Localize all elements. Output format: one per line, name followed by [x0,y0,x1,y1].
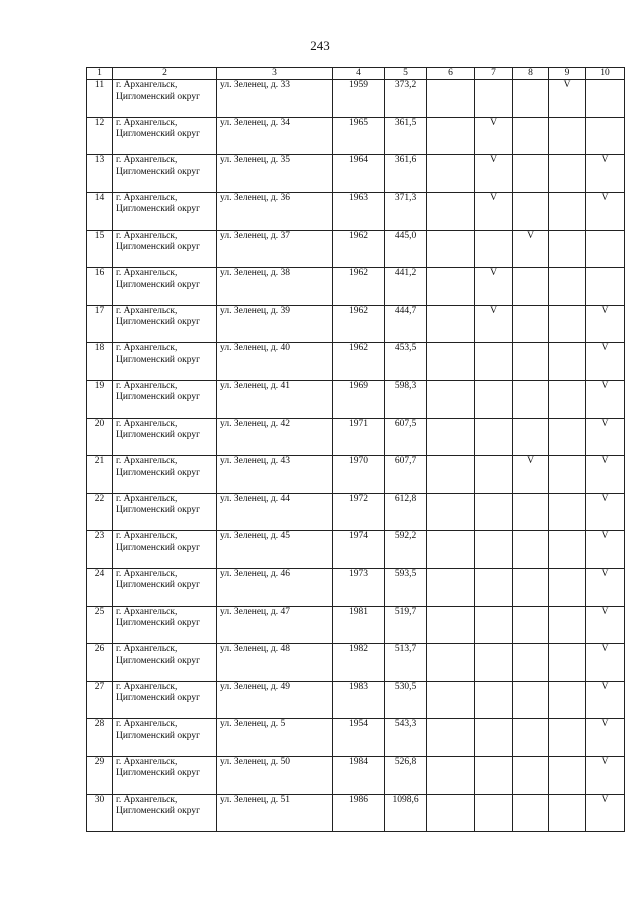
year-built-cell: 1962 [333,305,385,343]
column-6-cell [427,117,475,155]
column-9-cell [549,531,586,569]
column-9-cell [549,343,586,381]
column-7-cell [475,456,513,494]
table-row [87,80,625,118]
table-row [87,756,625,794]
table-row [87,305,625,343]
column-10-cell: V [586,193,625,231]
column-8-cell: V [513,456,549,494]
year-built-cell: 1954 [333,719,385,757]
column-10-cell: V [586,681,625,719]
table-row [87,155,625,193]
column-9-cell [549,606,586,644]
column-header: 8 [513,68,549,80]
column-9-cell [549,719,586,757]
column-8-cell [513,531,549,569]
locality-cell: г. Архангельск, Цигломенский округ [113,193,217,231]
year-built-cell: 1965 [333,117,385,155]
column-9-cell [549,117,586,155]
table-row [87,531,625,569]
address-cell: ул. Зеленец, д. 33 [217,80,333,118]
column-9-cell [549,418,586,456]
address-cell: ул. Зеленец, д. 45 [217,531,333,569]
address-cell: ул. Зеленец, д. 43 [217,456,333,494]
area-cell: 444,7 [385,305,427,343]
row-number-cell: 19 [87,381,113,419]
column-7-cell [475,681,513,719]
table-row [87,381,625,419]
table-row [87,569,625,607]
column-10-cell: V [586,305,625,343]
table-row [87,343,625,381]
table-row [87,644,625,682]
area-cell: 530,5 [385,681,427,719]
column-10-cell [586,230,625,268]
column-6-cell [427,794,475,832]
table-row [87,681,625,719]
address-cell: ул. Зеленец, д. 49 [217,681,333,719]
column-9-cell [549,493,586,531]
column-8-cell [513,756,549,794]
table-row [87,794,625,832]
column-6-cell [427,230,475,268]
table-row [87,456,625,494]
row-number-cell: 18 [87,343,113,381]
year-built-cell: 1974 [333,531,385,569]
year-built-cell: 1983 [333,681,385,719]
column-7-cell [475,794,513,832]
column-header: 5 [385,68,427,80]
locality-cell: г. Архангельск, Цигломенский округ [113,418,217,456]
column-7-cell [475,719,513,757]
address-cell: ул. Зеленец, д. 44 [217,493,333,531]
column-6-cell [427,606,475,644]
column-10-cell: V [586,418,625,456]
area-cell: 593,5 [385,569,427,607]
area-cell: 1098,6 [385,794,427,832]
area-cell: 592,2 [385,531,427,569]
locality-cell: г. Архангельск, Цигломенский округ [113,493,217,531]
locality-cell: г. Архангельск, Цигломенский округ [113,80,217,118]
column-9-cell [549,456,586,494]
column-10-cell: V [586,794,625,832]
row-number-cell: 12 [87,117,113,155]
column-9-cell [549,569,586,607]
column-7-cell [475,569,513,607]
address-cell: ул. Зеленец, д. 41 [217,381,333,419]
column-6-cell [427,268,475,306]
column-10-cell: V [586,155,625,193]
column-7-cell: V [475,117,513,155]
column-8-cell [513,268,549,306]
column-8-cell [513,155,549,193]
column-8-cell [513,80,549,118]
column-10-cell: V [586,531,625,569]
address-cell: ул. Зеленец, д. 42 [217,418,333,456]
locality-cell: г. Архангельск, Цигломенский округ [113,681,217,719]
table-body [87,80,625,832]
area-cell: 361,6 [385,155,427,193]
table-row [87,230,625,268]
year-built-cell: 1962 [333,343,385,381]
area-cell: 453,5 [385,343,427,381]
address-cell: ул. Зеленец, д. 46 [217,569,333,607]
column-8-cell [513,117,549,155]
locality-cell: г. Архангельск, Цигломенский округ [113,606,217,644]
locality-cell: г. Архангельск, Цигломенский округ [113,268,217,306]
locality-cell: г. Архангельск, Цигломенский округ [113,531,217,569]
area-cell: 607,7 [385,456,427,494]
column-7-cell [475,756,513,794]
locality-cell: г. Архангельск, Цигломенский округ [113,343,217,381]
address-cell: ул. Зеленец, д. 47 [217,606,333,644]
column-6-cell [427,305,475,343]
area-cell: 361,5 [385,117,427,155]
column-7-cell [475,531,513,569]
locality-cell: г. Архангельск, Цигломенский округ [113,117,217,155]
address-cell: ул. Зеленец, д. 38 [217,268,333,306]
column-9-cell [549,268,586,306]
column-6-cell [427,681,475,719]
column-header: 4 [333,68,385,80]
column-10-cell: V [586,569,625,607]
row-number-cell: 20 [87,418,113,456]
locality-cell: г. Архангельск, Цигломенский округ [113,155,217,193]
row-number-cell: 15 [87,230,113,268]
address-cell: ул. Зеленец, д. 48 [217,644,333,682]
column-header: 10 [586,68,625,80]
row-number-cell: 29 [87,756,113,794]
address-cell: ул. Зеленец, д. 37 [217,230,333,268]
column-8-cell [513,681,549,719]
column-8-cell [513,193,549,231]
column-10-cell [586,80,625,118]
column-10-cell [586,117,625,155]
row-number-cell: 16 [87,268,113,306]
locality-cell: г. Архангельск, Цигломенский округ [113,794,217,832]
locality-cell: г. Архангельск, Цигломенский округ [113,305,217,343]
column-6-cell [427,456,475,494]
area-cell: 441,2 [385,268,427,306]
column-9-cell [549,230,586,268]
area-cell: 543,3 [385,719,427,757]
column-header: 7 [475,68,513,80]
locality-cell: г. Архангельск, Цигломенский округ [113,644,217,682]
column-header: 3 [217,68,333,80]
row-number-cell: 21 [87,456,113,494]
address-cell: ул. Зеленец, д. 5 [217,719,333,757]
year-built-cell: 1962 [333,230,385,268]
column-7-cell: V [475,193,513,231]
row-number-cell: 25 [87,606,113,644]
table-row [87,193,625,231]
address-cell: ул. Зеленец, д. 35 [217,155,333,193]
locality-cell: г. Архангельск, Цигломенский округ [113,756,217,794]
area-cell: 612,8 [385,493,427,531]
column-6-cell [427,155,475,193]
row-number-cell: 30 [87,794,113,832]
column-8-cell: V [513,230,549,268]
column-10-cell: V [586,644,625,682]
column-9-cell [549,681,586,719]
year-built-cell: 1981 [333,606,385,644]
year-built-cell: 1959 [333,80,385,118]
column-header: 6 [427,68,475,80]
area-cell: 519,7 [385,606,427,644]
locality-cell: г. Архангельск, Цигломенский округ [113,569,217,607]
column-10-cell: V [586,381,625,419]
locality-cell: г. Архангельск, Цигломенский округ [113,456,217,494]
column-header: 9 [549,68,586,80]
column-7-cell: V [475,305,513,343]
year-built-cell: 1982 [333,644,385,682]
column-7-cell [475,418,513,456]
row-number-cell: 17 [87,305,113,343]
column-8-cell [513,644,549,682]
locality-cell: г. Архангельск, Цигломенский округ [113,719,217,757]
row-number-cell: 23 [87,531,113,569]
year-built-cell: 1984 [333,756,385,794]
column-7-cell [475,80,513,118]
column-10-cell: V [586,719,625,757]
row-number-cell: 22 [87,493,113,531]
column-8-cell [513,305,549,343]
area-cell: 526,8 [385,756,427,794]
column-9-cell [549,644,586,682]
table-row [87,719,625,757]
column-8-cell [513,418,549,456]
column-6-cell [427,644,475,682]
column-10-cell: V [586,456,625,494]
year-built-cell: 1963 [333,193,385,231]
column-7-cell [475,343,513,381]
column-7-cell [475,644,513,682]
year-built-cell: 1986 [333,794,385,832]
column-8-cell [513,719,549,757]
row-number-cell: 27 [87,681,113,719]
column-10-cell: V [586,606,625,644]
area-cell: 513,7 [385,644,427,682]
housing-registry-table [86,67,625,832]
address-cell: ул. Зеленец, д. 34 [217,117,333,155]
column-6-cell [427,719,475,757]
column-6-cell [427,756,475,794]
table-row [87,493,625,531]
column-10-cell: V [586,493,625,531]
column-9-cell: V [549,80,586,118]
column-10-cell: V [586,343,625,381]
column-6-cell [427,418,475,456]
table-row [87,268,625,306]
address-cell: ул. Зеленец, д. 36 [217,193,333,231]
column-8-cell [513,606,549,644]
table-row [87,418,625,456]
address-cell: ул. Зеленец, д. 51 [217,794,333,832]
column-6-cell [427,531,475,569]
year-built-cell: 1970 [333,456,385,494]
column-7-cell [475,230,513,268]
column-9-cell [549,756,586,794]
area-cell: 607,5 [385,418,427,456]
column-8-cell [513,569,549,607]
column-6-cell [427,193,475,231]
column-7-cell [475,381,513,419]
area-cell: 598,3 [385,381,427,419]
column-7-cell [475,493,513,531]
row-number-cell: 26 [87,644,113,682]
area-cell: 445,0 [385,230,427,268]
column-8-cell [513,493,549,531]
year-built-cell: 1973 [333,569,385,607]
address-cell: ул. Зеленец, д. 50 [217,756,333,794]
column-8-cell [513,381,549,419]
area-cell: 373,2 [385,80,427,118]
year-built-cell: 1962 [333,268,385,306]
column-header: 1 [87,68,113,80]
column-9-cell [549,794,586,832]
column-6-cell [427,80,475,118]
column-9-cell [549,155,586,193]
row-number-cell: 14 [87,193,113,231]
column-6-cell [427,343,475,381]
column-number-row [87,68,625,80]
column-9-cell [549,381,586,419]
column-7-cell: V [475,268,513,306]
row-number-cell: 24 [87,569,113,607]
table-row [87,117,625,155]
column-9-cell [549,193,586,231]
page-number: 243 [310,38,330,53]
table-row [87,606,625,644]
address-cell: ул. Зеленец, д. 39 [217,305,333,343]
row-number-cell: 11 [87,80,113,118]
column-7-cell [475,606,513,644]
column-6-cell [427,569,475,607]
address-cell: ул. Зеленец, д. 40 [217,343,333,381]
year-built-cell: 1964 [333,155,385,193]
column-10-cell: V [586,756,625,794]
column-9-cell [549,305,586,343]
locality-cell: г. Архангельск, Цигломенский округ [113,230,217,268]
row-number-cell: 28 [87,719,113,757]
year-built-cell: 1972 [333,493,385,531]
column-header: 2 [113,68,217,80]
locality-cell: г. Архангельск, Цигломенский округ [113,381,217,419]
column-8-cell [513,794,549,832]
year-built-cell: 1969 [333,381,385,419]
area-cell: 371,3 [385,193,427,231]
column-7-cell: V [475,155,513,193]
year-built-cell: 1971 [333,418,385,456]
column-10-cell [586,268,625,306]
column-8-cell [513,343,549,381]
column-6-cell [427,381,475,419]
column-6-cell [427,493,475,531]
row-number-cell: 13 [87,155,113,193]
